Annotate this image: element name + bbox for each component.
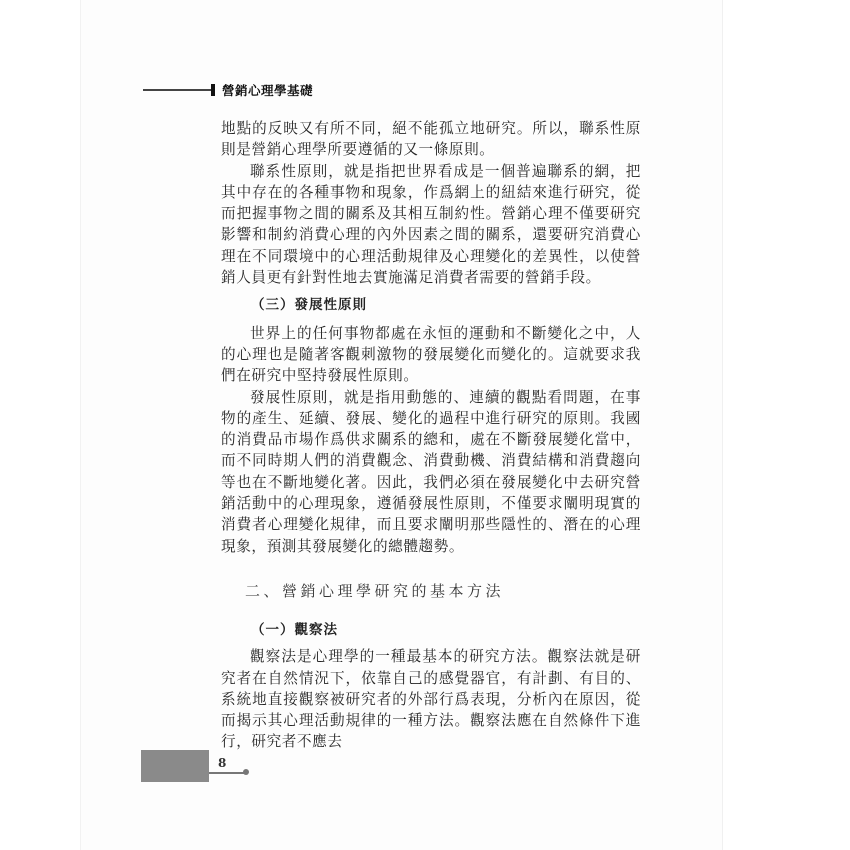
section-heading: 二、營銷心理學研究的基本方法	[245, 582, 505, 600]
paragraph: 地點的反映又有所不同，絕不能孤立地研究。所以，聯系性原則是營銷心理學所要遵循的又一條原則。	[221, 120, 641, 159]
footer-dot	[243, 769, 249, 775]
subsection-heading: （一）觀察法	[251, 622, 338, 638]
paragraph: 世界上的任何事物都處在永恒的運動和不斷變化之中，人的心理也是隨著客觀刺激物的發展變化而變化的。這就要求我們在研究中堅持發展性原則。	[221, 324, 641, 385]
paragraph: 聯系性原則，就是指把世界看成是一個普遍聯系的網，把其中存在的各種事物和現象，作爲網上的紐結來進行研究，從而把握事物之間的關系及其相互制約性。營銷心理不僅要研究影響和制約消費心理的內外因素之間的關系，還要研究消費心理在不同環境中的心理活動規律及心理變化的差異性，以使營銷人員更有針對性地去實施滿足消費者需要的營銷手段。	[221, 162, 641, 287]
header-marker	[211, 84, 215, 96]
header-rule	[143, 89, 211, 91]
paragraph: 發展性原則，就是指用動態的、連續的觀點看問題，在事物的產生、延續、發展、變化的過程中進行研究的原則。我國的消費品市場作爲供求關系的總和，處在不斷發展變化當中，而不同時期人們的消費觀念、消費動機、消費結構和消費趨向等也在不斷地變化著。因此，我們必須在發展變化中去研究營銷活動中的心理現象，遵循發展性原則，不僅要求闡明現實的消費者心理變化規律，而且要求闡明那些隱性的、潛在的心理現象，預測其發展變化的總體趨勢。	[221, 388, 641, 555]
body-text-bottom	[221, 620, 641, 753]
page-number: 8	[218, 756, 227, 770]
running-head	[143, 80, 313, 100]
subsection-heading: （三）發展性原則	[251, 297, 367, 314]
footer-rule	[209, 772, 245, 774]
body-text-top	[221, 118, 641, 557]
running-title: 營銷心理學基礎	[222, 83, 314, 98]
footer-block	[141, 750, 209, 782]
paragraph: 觀察法是心理學的一種最基本的研究方法。觀察法就是研究者在自然情況下，依靠自己的感覺器官，有計劃、有目的、系統地直接觀察被研究者的外部行爲表現，分析內在原因，從而揭示其心理活動規律的一種方法。觀察法應在自然條件下進行，研究者不應去	[221, 648, 641, 751]
